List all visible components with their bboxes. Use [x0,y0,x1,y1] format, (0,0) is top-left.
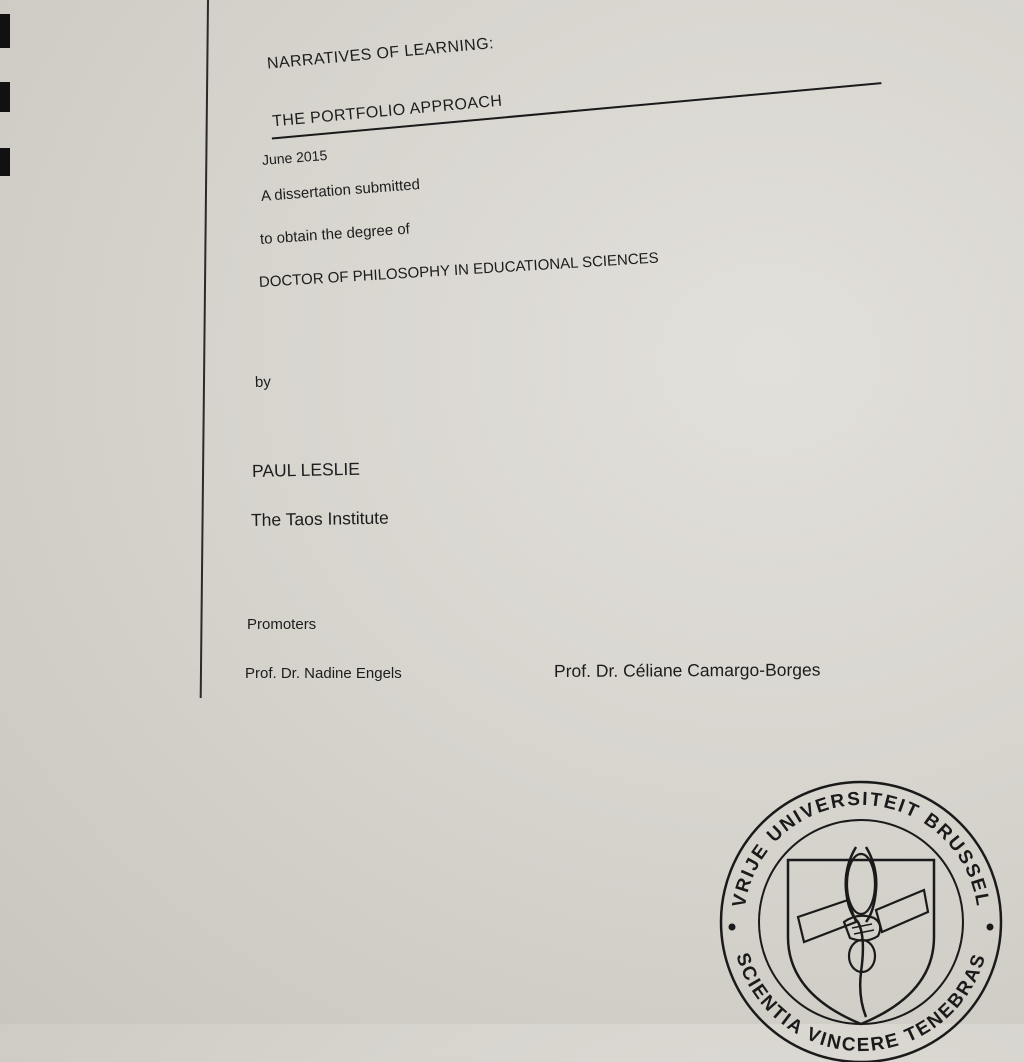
promoters-label: Promoters [247,616,317,633]
by-label: by [254,373,272,391]
title-line-2: THE PORTFOLIO APPROACH [271,92,503,131]
degree: DOCTOR OF PHILOSOPHY IN EDUCATIONAL SCIENCES [258,249,660,291]
binding-tab [0,148,10,176]
svg-text:VRIJE UNIVERSITEIT BRUSSEL [729,789,993,909]
submission-line-2: to obtain the degree of [259,220,411,248]
date: June 2015 [261,146,328,168]
promoter-1: Prof. Dr. Nadine Engels [245,665,402,682]
submission-line-1: A dissertation submitted [260,176,421,205]
university-seal-icon [716,772,1006,1062]
title-block [262,0,879,131]
binding-tab [0,82,10,112]
seal-bottom-text: SCIENTIA VINCERE TENEBRAS [731,950,991,1057]
margin-rule [200,0,209,698]
title-line-1: NARRATIVES OF LEARNING: [266,35,495,73]
binding-tab [0,14,10,48]
promoter-2: Prof. Dr. Céliane Camargo-Borges [553,659,821,681]
author-name: PAUL LESLIE [251,458,361,481]
author-institution: The Taos Institute [250,507,389,530]
seal-top-text: VRIJE UNIVERSITEIT BRUSSEL [728,788,994,909]
